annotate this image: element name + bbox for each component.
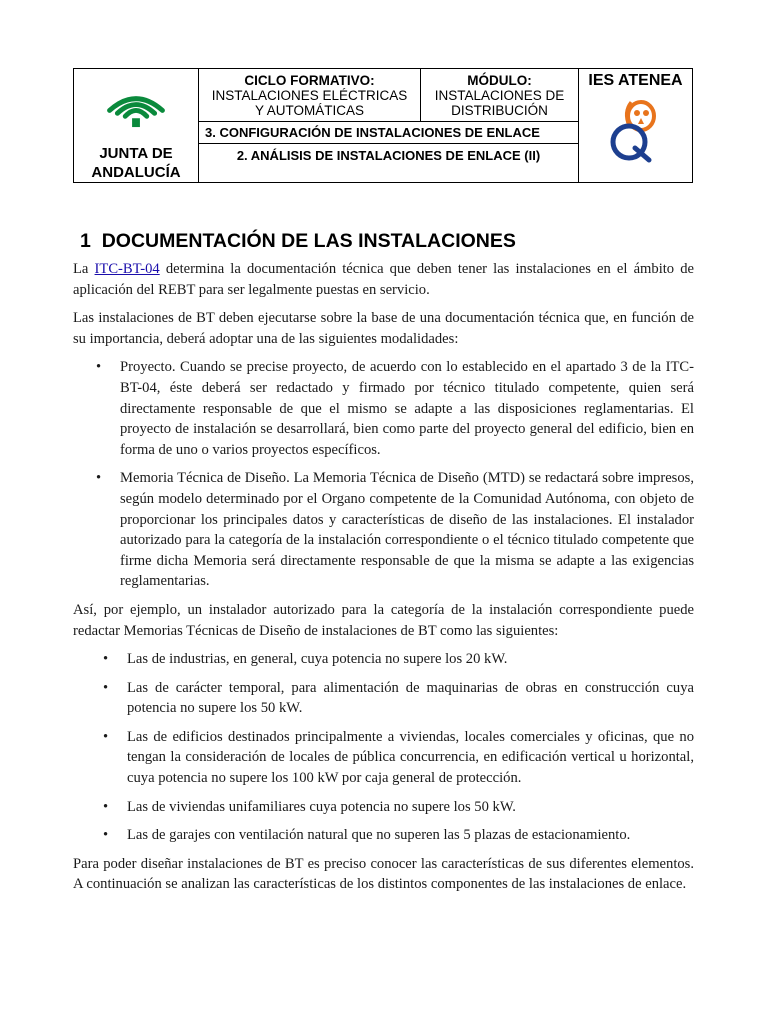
paragraph-modalidades-intro: Las instalaciones de BT deben ejecutarse sobre la base de una documentación técnica que, en función de su importancia, deberá adoptar una de las siguientes modalidades: <box>73 310 694 347</box>
itc-bt-04-link[interactable]: ITC-BT-04 <box>94 261 160 277</box>
paragraph-ejemplos-intro: Así, por ejemplo, un instalador autorizado para la categoría de la instalación correspondiente puede redactar Memorias Técnicas de Diseño de instalaciones de BT como las siguientes: <box>73 601 694 639</box>
ciclo-line1: INSTALACIONES ELÉCTRICAS <box>211 88 408 103</box>
paragraph-conclusion: Para poder diseñar instalaciones de BT es preciso conocer las características de sus diferentes elementos. A continuación se analizan las características de los distintos componentes de las instalaciones de enlace. <box>73 855 694 893</box>
junta-andalucia-logo <box>101 81 171 130</box>
modulo-line2: DISTRIBUCIÓN <box>451 103 548 118</box>
ies-atenea-owl-logo <box>601 94 671 164</box>
list-item: • Proyecto. Cuando se precise proyecto, de acuerdo con lo establecido en el apartado 3 de la ITC-BT-04, éste deberá ser redactado y firmado por técnico titulado competente, quien será directamente responsable de que el mismo se adapte a las disposiciones reglamentarias. El proyecto de instalación se desarrollará, bien como parte del proyecto general del edificio, bien en forma de uno o varios proyectos específicos. <box>120 357 694 460</box>
list-item: • Las de industrias, en general, cuya potencia no supere los 20 kW. <box>127 649 694 670</box>
ciclo-label: CICLO FORMATIVO: <box>244 73 375 88</box>
topic-title: 2. ANÁLISIS DE INSTALACIONES DE ENLACE (II) <box>199 144 579 182</box>
school-name: IES ATENEA <box>588 72 683 89</box>
ciclo-formativo-cell <box>199 69 421 122</box>
list-item: • Las de carácter temporal, para alimentación de maquinarias de obras en construcción cuya potencia no supere los 50 kW. <box>127 678 694 719</box>
section-number: 1 <box>80 230 91 252</box>
modulo-cell <box>421 69 579 122</box>
list-item: • Las de viviendas unifamiliares cuya potencia no supere los 50 kW. <box>127 797 694 818</box>
paragraph-itc: La ITC-BT-04 determina la documentación técnica que deben tener las instalaciones en el ámbito de aplicación del REBT para ser legalmente puestas en servicio. <box>73 261 694 298</box>
junta-andalucia-label: JUNTA DE ANDALUCÍA <box>91 145 181 181</box>
list-item: • Las de garajes con ventilación natural que no superen las 5 plazas de estacionamiento. <box>127 825 694 846</box>
section-heading <box>80 230 516 253</box>
unit-title: 3. CONFIGURACIÓN DE INSTALACIONES DE ENLACE <box>199 122 579 144</box>
list-item: • Memoria Técnica de Diseño. La Memoria Técnica de Diseño (MTD) se redactará sobre impresos, según modelo determinado por el Organo competente de la Comunidad Autónoma, con objeto de proporcionar los principales datos y características de diseño de las instalaciones. El instalador autorizado para la categoría de la instalación correspondiente o el técnico titulado competente que firme dicha Memoria será directamente responsable de que la misma se adapte a las exigencias reglamentarias. <box>120 468 694 592</box>
list-item: • Las de edificios destinados principalmente a viviendas, locales comerciales y oficinas, que no tengan la consideración de locales de pública concurrencia, en edificación vertical u horizontal, cuya potencia no supere los 100 kW por caja general de protección. <box>127 727 694 789</box>
ciclo-line2: Y AUTOMÁTICAS <box>254 103 365 118</box>
modalidades-list <box>73 357 694 592</box>
modulo-label: MÓDULO: <box>467 73 532 88</box>
document-header <box>73 68 693 183</box>
modulo-line1: INSTALACIONES DE <box>434 88 565 103</box>
ejemplos-list <box>73 649 694 846</box>
document-body <box>73 259 694 903</box>
section-title-text: DOCUMENTACIÓN DE LAS INSTALACIONES <box>101 230 516 252</box>
ies-atenea-cell <box>579 69 692 182</box>
junta-logo-cell <box>74 69 199 182</box>
